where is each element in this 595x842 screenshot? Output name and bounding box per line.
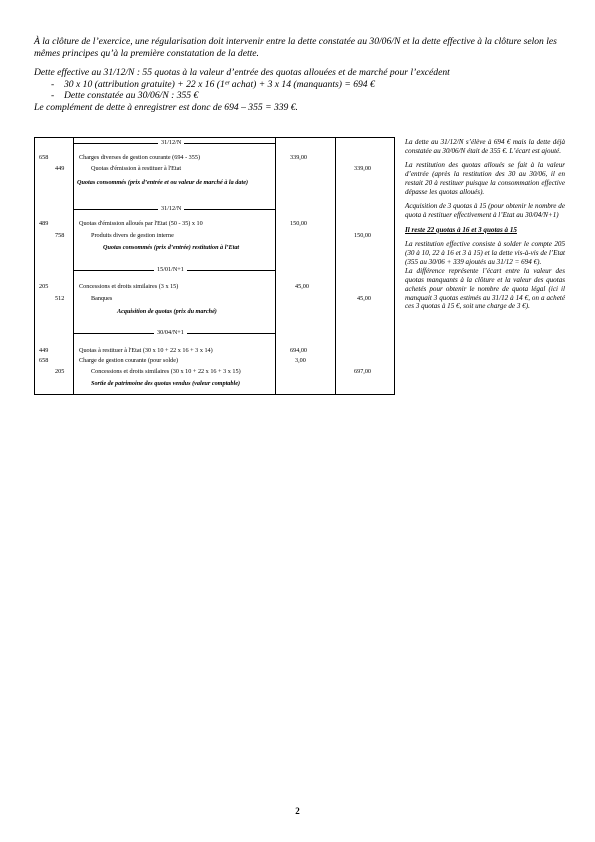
debit-amount: 45,00 [295, 283, 309, 290]
intro-text [34, 36, 564, 114]
credit-amount: 339,00 [354, 165, 372, 172]
column-divider [275, 138, 276, 394]
account-number: 658 [39, 154, 49, 161]
debit-amount: 150,00 [290, 220, 308, 227]
intro-paragraph-2: Dette effective au 31/12/N : 55 quotas à la valeur d’entrée des quotas allouées et de marché pour l’excédent [34, 67, 450, 79]
account-number: 489 [39, 220, 49, 227]
debit-amount: 3,00 [295, 357, 306, 364]
account-number: 205 [39, 283, 49, 290]
note-heading: Il reste 22 quotas à 16 et 3 quotas à 15 [405, 225, 517, 234]
entry-line: Quotas à restituer à l'Etat (30 x 10 + 22 x 16 + 3 x 14) [79, 347, 213, 354]
entry-line: Charges diverses de gestion courante (694 - 355) [79, 154, 201, 161]
account-number: 449 [55, 165, 65, 172]
account-number: 449 [39, 347, 49, 354]
intro-bullet-2: - Dette constatée au 30/06/N : 355 € [34, 90, 564, 102]
entry-line: Concessions et droits similaires (3 x 15) [79, 283, 179, 290]
intro-paragraph-3: Le complément de dette à enregistrer est donc de 694 – 355 = 339 €. [34, 101, 298, 113]
column-divider [335, 138, 336, 394]
entry-label: Quotas consommés (prix d’entrée) restitution à l’Etat [103, 244, 240, 251]
entry-date: 31/12/N [158, 205, 184, 213]
intro-list [34, 79, 564, 102]
entry-line: Banques [91, 295, 113, 302]
account-number: 512 [55, 295, 65, 302]
entry-date: 15/01/N+1 [154, 266, 187, 274]
page-number: 2 [295, 806, 300, 816]
side-notes [405, 138, 565, 317]
credit-amount: 45,00 [357, 295, 371, 302]
note-5: La restitution effective consiste à solder le compte 205 (30 à 10, 22 à 16 et 3 à 15) et la dette vis-à-vis de l’Etat (355 au 30/06 + 339 ajoutés au 31/12 = 694 €). [405, 240, 565, 266]
entry-line: Concessions et droits similaires (30 x 10 + 22 x 16 + 3 x 15) [91, 368, 241, 375]
entry-label: Sortie de patrimoine des quotas vendus (valeur comptable) [91, 380, 241, 387]
entry-line: Produits divers de gestion interne [91, 232, 174, 239]
account-number: 658 [39, 357, 49, 364]
account-number: 205 [55, 368, 65, 375]
entry-line: Charge de gestion courante (pour solde) [79, 357, 179, 364]
entry-label: Quotas consommés (prix d’entrée et ou valeur de marché à la date) [77, 179, 249, 186]
account-number: 758 [55, 232, 65, 239]
credit-amount: 150,00 [354, 232, 372, 239]
entry-date: 30/04/N+1 [154, 329, 187, 337]
entry-line: Quotas d'émission alloués par l'Etat (50 - 35) x 10 [79, 220, 203, 227]
entry-label: Acquisition de quotas (prix du marché) [117, 308, 217, 315]
entry-date: 31/12/N [158, 139, 184, 147]
entry-line: Quotas d'émission à restituer à l'Etat [91, 165, 182, 172]
journal-table [34, 137, 395, 395]
column-divider [73, 138, 74, 394]
intro-paragraph-1: À la clôture de l’exercice, une régularisation doit intervenir entre la dette constatée au 30/06/N et la dette effective à la clôture selon les mêmes principes qu’à la première constatation de la dette. [34, 36, 557, 59]
note-2: La restitution des quotas alloués se fait à la valeur d’entrée (après la restitution des 30 au 30/06, il en restait 20 à restituer puisque la consommation effective dépasse les quotas alloués). [405, 161, 565, 196]
credit-amount: 697,00 [354, 368, 372, 375]
debit-amount: 694,00 [290, 347, 308, 354]
note-3: Acquisition de 3 quotas à 15 (pour obtenir le nombre de quota à restituer effectivement à l’Etat au 30/04/N+1) [405, 202, 565, 219]
note-1: La dette au 31/12/N s’élève à 694 € mais la dette déjà constatée au 30/06/N était de 355 €. L’écart est ajouté. [405, 138, 565, 155]
intro-bullet-1: - 30 x 10 (attribution gratuite) + 22 x 16 (1ᵉʳ achat) + 3 x 14 (manquants) = 694 € [34, 79, 564, 91]
journal-table-continued [34, 365, 395, 395]
debit-amount: 339,00 [290, 154, 308, 161]
note-6: La différence représente l’écart entre la valeur des quotas manquants à la clôture et la valeur des quotas achetés pour obtenir le nombre de quota légal (ici il manquait 3 quotas estimés au 31/12 à 14 €, on a acheté ces 3 quotas à 15 €, soit une charge de 3 €). [405, 267, 565, 311]
